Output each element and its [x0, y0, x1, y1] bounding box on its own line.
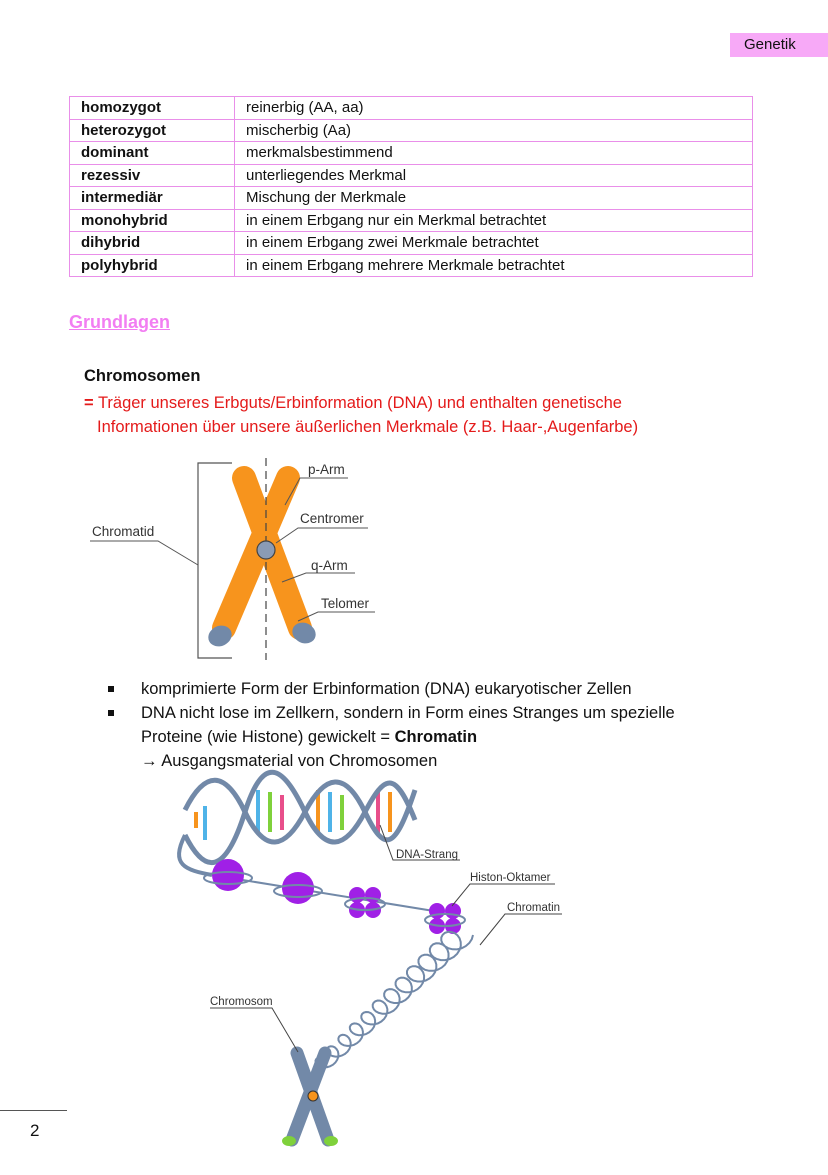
- glossary-term: dominant: [70, 142, 235, 165]
- bullet-text-1: komprimierte Form der Erbinformation (DNA) eukaryotischer Zellen: [141, 680, 632, 698]
- page-number: 2: [30, 1121, 40, 1140]
- glossary-term: intermediär: [70, 187, 235, 210]
- chromatin-coil: [316, 932, 474, 1068]
- label-chromatid: Chromatid: [92, 524, 155, 539]
- glossary-definition: unterliegendes Merkmal: [235, 164, 753, 187]
- histone-octamer-2: [425, 903, 465, 934]
- linker-dna: [212, 875, 440, 912]
- glossary-term: dihybrid: [70, 232, 235, 255]
- glossary-definition: merkmalsbestimmend: [235, 142, 753, 165]
- glossary-definition: in einem Erbgang mehrere Merkmale betrachtet: [235, 254, 753, 277]
- nucleosome-1: [212, 859, 244, 891]
- nucleosome-2: [282, 872, 314, 904]
- glossary-definition: reinerbig (AA, aa): [235, 97, 753, 120]
- label-chromatin: Chromatin: [507, 902, 561, 914]
- glossary-term: homozygot: [70, 97, 235, 120]
- footer-rule: [0, 1110, 67, 1111]
- chromosome-tip-right: [324, 1136, 338, 1146]
- label-telomer: Telomer: [321, 596, 370, 611]
- glossary-term: heterozygot: [70, 119, 235, 142]
- glossary-term: polyhybrid: [70, 254, 235, 277]
- chromatin-leader: [480, 914, 562, 945]
- definition-line-1: Träger unseres Erbguts/Erbinformation (DNA) und enthalten genetische: [97, 394, 622, 412]
- definition-prefix: =: [84, 394, 94, 412]
- glossary-definition: mischerbig (Aa): [235, 119, 753, 142]
- arrow-icon: →: [141, 752, 158, 770]
- chromosome-centromere: [308, 1091, 318, 1101]
- glossary-definition: Mischung der Merkmale: [235, 187, 753, 210]
- glossary-definition: in einem Erbgang zwei Merkmale betrachtet: [235, 232, 753, 255]
- definition-line-2: Informationen über unsere äußerlichen Merkmale (z.B. Haar-,Augenfarbe): [97, 418, 639, 436]
- section-title: Grundlagen: [69, 312, 171, 332]
- glossary-term: rezessiv: [70, 164, 235, 187]
- label-histon-oktamer: Histon-Oktamer: [470, 872, 551, 884]
- label-chromosom: Chromosom: [210, 996, 273, 1008]
- chromosom-leader: [210, 1008, 298, 1052]
- bullet-text-2c: Ausgangsmaterial von Chromosomen: [161, 752, 438, 770]
- label-centromer: Centromer: [300, 511, 364, 526]
- label-q-arm: q-Arm: [311, 558, 348, 573]
- chromosome-tip-left: [282, 1136, 296, 1146]
- bullet-text-2b: Proteine (wie Histone) gewickelt =: [141, 728, 395, 746]
- chromatin-term: Chromatin: [394, 728, 478, 746]
- glossary-definition: in einem Erbgang nur ein Merkmal betrachtet: [235, 209, 753, 232]
- label-p-arm: p-Arm: [308, 462, 345, 477]
- label-dna-strang: DNA-Strang: [396, 849, 458, 861]
- chromosome-heading: Chromosomen: [84, 367, 201, 385]
- topic-tag: Genetik: [730, 33, 828, 57]
- bullet-text-2: DNA nicht lose im Zellkern, sondern in Form eines Stranges um spezielle: [141, 704, 675, 722]
- glossary-term: monohybrid: [70, 209, 235, 232]
